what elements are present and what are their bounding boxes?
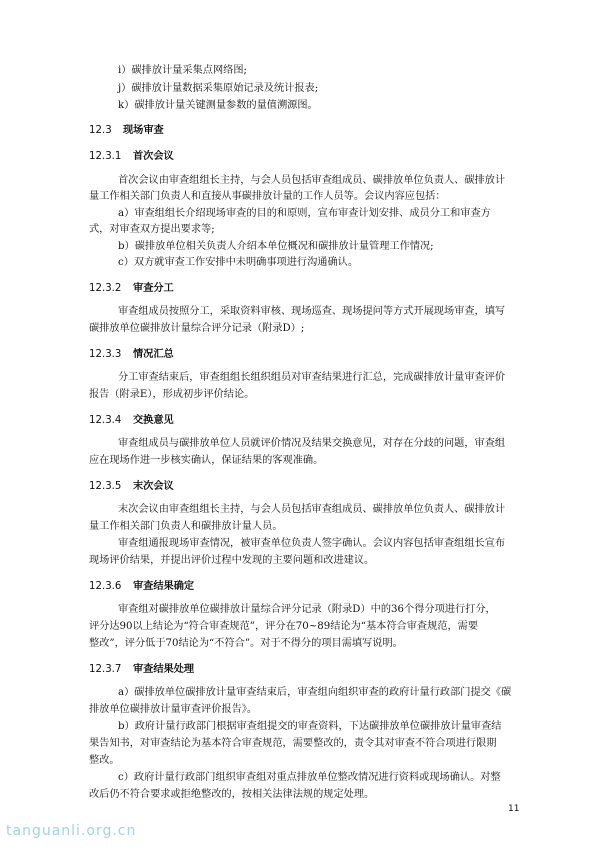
paragraph-line: 审查组对碳排放单位碳排放计量综合评分记录（附录D）中的36个得分项进行打分， — [118, 604, 496, 615]
section-number: 12.3.3 — [89, 349, 122, 360]
section-heading-12-3-1 — [89, 150, 174, 164]
paragraph-line: 分工审查结束后，审查组组长组织组员对审查结果进行汇总，完成碳排放计量审查评价 — [118, 372, 506, 383]
section-heading-12-3-6 — [89, 580, 194, 594]
list-item-a-cont: 式，对审查双方提出要求等; — [89, 224, 215, 235]
section-heading-12-3 — [89, 124, 164, 138]
section-number: 12.3.5 — [89, 481, 122, 492]
section-title: 首次会议 — [133, 151, 174, 162]
list-item-k: k）碳排放计量关键测量参数的量值溯源图。 — [118, 100, 318, 111]
paragraph-line: 量工作相关部门负责人和直接从事碳排放计量的工作人员等。会议内容应包括： — [89, 191, 446, 202]
list-item-c: c）双方就审查工作安排中未明确事项进行沟通确认。 — [118, 257, 359, 268]
paragraph-line: 报告（附录E），形成初步评价结论。 — [89, 389, 255, 400]
section-number: 12.3 — [89, 125, 112, 136]
paragraph-line: 整改”，评分低于70结论为“不符合”。对于不得分的项目需填写说明。 — [89, 638, 403, 649]
list-item-c-cont: 改后仍不符合要求或拒绝整改的，按相关法律法规的规定处理。 — [89, 789, 375, 800]
section-title: 交换意见 — [133, 415, 174, 426]
list-item-j: j）碳排放计量数据采集原始记录及统计报表; — [118, 83, 319, 94]
list-item-i: i）碳排放计量采集点网络图; — [118, 65, 247, 76]
section-number: 12.3.2 — [89, 283, 122, 294]
section-heading-12-3-5 — [89, 480, 174, 494]
list-item-b-cont: 整改。 — [89, 755, 120, 766]
section-number: 12.3.7 — [89, 664, 122, 675]
section-heading-12-3-3 — [89, 348, 174, 362]
paragraph-line: 应在现场作进一步核实确认，保证结果的客观准确。 — [89, 455, 324, 466]
section-number: 12.3.4 — [89, 415, 122, 426]
section-title: 审查结果处理 — [133, 664, 195, 675]
list-item-b-cont: 果告知书，对审查结论为基本符合审查规范，需要整改的，责令其对审查不符合项进行限期 — [89, 738, 497, 749]
list-item-b: b）政府计量行政部门根据审查组提交的审查资料，下达碳排放单位碳排放计量审查结 — [118, 721, 502, 732]
paragraph-line: 碳排放单位碳排放计量综合评分记录（附录D）; — [89, 323, 305, 334]
list-item-a-cont: 排放单位碳排放计量审查评价报告》。 — [89, 704, 258, 715]
list-item-a: a）审查组组长介绍现场审查的目的和原则，宣布审查计划安排、成员分工和审查方 — [118, 208, 491, 219]
paragraph-line: 量工作相关部门负责人和碳排放计量人员。 — [89, 521, 283, 532]
section-title: 审查结果确定 — [133, 581, 195, 592]
section-title: 审查分工 — [133, 283, 174, 294]
paragraph-line: 末次会议由审查组组长主持，与会人员包括审查组成员、碳排放单位负责人、碳排放计 — [118, 504, 506, 515]
watermark: tanguanli.org.cn — [6, 823, 137, 839]
paragraph-line: 首次会议由审查组组长主持，与会人员包括审查组成员、碳排放单位负责人、碳排放计 — [118, 175, 506, 186]
section-title: 现场审查 — [123, 125, 164, 136]
paragraph-line: 审查组成员按照分工，采取资料审核、现场巡查、现场提问等方式开展现场审查，填写 — [118, 306, 506, 317]
section-title: 末次会议 — [133, 481, 174, 492]
section-number: 12.3.1 — [89, 151, 122, 162]
paragraph-line: 评分达90以上结论为“符合审查规范”，评分在70~89结论为“基本符合审查规范，需要 — [89, 621, 479, 632]
section-heading-12-3-7 — [89, 663, 194, 677]
paragraph-line: 审查组通报现场审查情况，被审查单位负责人签字确认。会议内容包括审查组组长宣布 — [118, 538, 506, 549]
list-item-c: c）政府计量行政部门组织审查组对重点排放单位整改情况进行资料或现场确认。对整 — [118, 772, 501, 783]
section-number: 12.3.6 — [89, 581, 122, 592]
page-number: 11 — [508, 804, 520, 814]
paragraph-line: 现场评价结果，并提出评价过程中发现的主要问题和改进建议。 — [89, 555, 375, 566]
list-item-a: a）碳排放单位碳排放计量审查结束后，审查组向组织审查的政府计量行政部门提交《碳 — [118, 687, 512, 698]
list-item-b: b）碳排放单位相关负责人介绍本单位概况和碳排放计量管理工作情况; — [118, 241, 434, 252]
section-title: 情况汇总 — [133, 349, 174, 360]
section-heading-12-3-2 — [89, 282, 174, 296]
paragraph-line: 审查组成员与碳排放单位人员就评价情况及结果交换意见，对存在分歧的问题，审查组 — [118, 438, 506, 449]
section-heading-12-3-4 — [89, 414, 174, 428]
